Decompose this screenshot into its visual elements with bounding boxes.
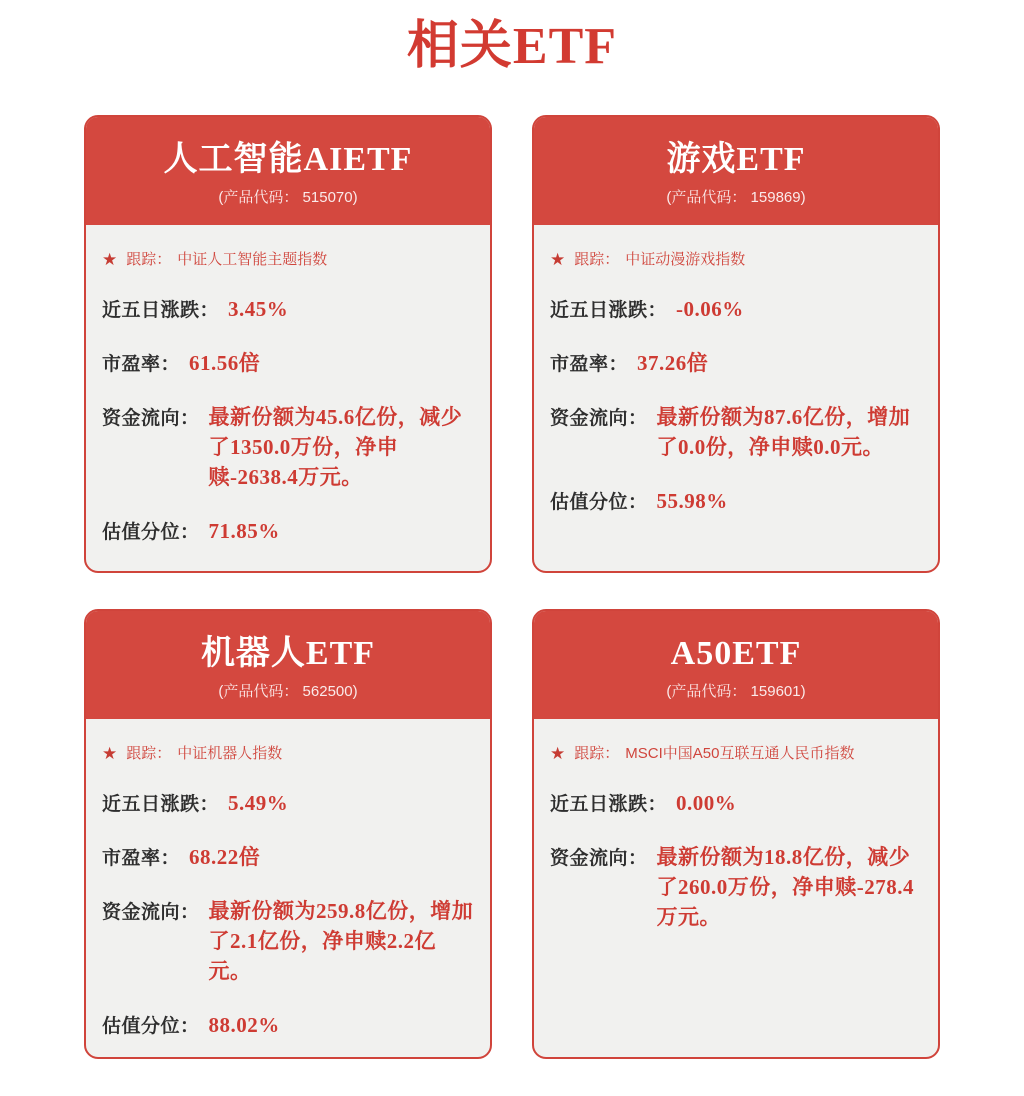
pe-ratio-row xyxy=(102,348,474,378)
tracking-label: 跟踪： xyxy=(574,251,620,268)
change-5d-label: 近五日涨跌： xyxy=(550,794,668,815)
etf-card-a50 xyxy=(532,609,940,1059)
fund-flow-label: 资金流向： xyxy=(550,408,648,429)
change-5d-row xyxy=(102,294,474,324)
fund-flow-label: 资金流向： xyxy=(102,408,200,429)
card-header xyxy=(534,117,938,225)
change-5d-value: 3.45% xyxy=(228,297,289,321)
card-header xyxy=(86,611,490,719)
card-body xyxy=(86,719,490,1040)
etf-product-code: (产品代码： 515070) xyxy=(218,189,358,206)
etf-card-robot xyxy=(84,609,492,1059)
tracking-label: 跟踪： xyxy=(126,745,172,762)
change-5d-value: 0.00% xyxy=(676,791,737,815)
tracking-row xyxy=(550,250,922,270)
star-icon: ★ xyxy=(550,250,566,269)
etf-name: 人工智能AIETF xyxy=(163,141,413,178)
star-icon: ★ xyxy=(550,744,566,763)
card-header xyxy=(534,611,938,719)
fund-flow-value: 最新份额为87.6亿份，增加了0.0份，净申赎0.0元。 xyxy=(656,405,911,459)
change-5d-row xyxy=(550,788,922,818)
change-5d-value: 5.49% xyxy=(228,791,289,815)
change-5d-row xyxy=(102,788,474,818)
pe-ratio-label: 市盈率： xyxy=(102,848,181,869)
fund-flow-value: 最新份额为18.8亿份，减少了260.0万份，净申赎-278.4万元。 xyxy=(656,845,915,929)
valuation-label: 估值分位： xyxy=(550,492,648,513)
pe-ratio-value: 61.56倍 xyxy=(189,351,261,375)
change-5d-value: -0.06% xyxy=(676,297,744,321)
valuation-row xyxy=(550,486,922,516)
fund-flow-row xyxy=(102,896,474,986)
fund-flow-label: 资金流向： xyxy=(550,848,648,869)
tracking-label: 跟踪： xyxy=(126,251,172,268)
etf-cards-grid xyxy=(0,115,1024,1059)
fund-flow-value: 最新份额为45.6亿份，减少了1350.0万份，净申赎-2638.4万元。 xyxy=(208,405,463,489)
fund-flow-row xyxy=(550,842,922,932)
card-body xyxy=(86,225,490,546)
valuation-row xyxy=(102,516,474,546)
etf-product-code: (产品代码： 159869) xyxy=(666,189,806,206)
pe-ratio-row xyxy=(102,842,474,872)
valuation-row xyxy=(102,1010,474,1040)
fund-flow-label: 资金流向： xyxy=(102,902,200,923)
tracking-index: 中证人工智能主题指数 xyxy=(177,251,328,268)
valuation-value: 55.98% xyxy=(656,489,728,513)
pe-ratio-label: 市盈率： xyxy=(550,354,629,375)
card-body xyxy=(534,719,938,932)
pe-ratio-value: 37.26倍 xyxy=(637,351,709,375)
fund-flow-row xyxy=(102,402,474,492)
tracking-row xyxy=(102,744,474,764)
card-header xyxy=(86,117,490,225)
etf-product-code: (产品代码： 562500) xyxy=(218,683,358,700)
fund-flow-row xyxy=(550,402,922,462)
etf-name: A50ETF xyxy=(670,635,802,672)
change-5d-label: 近五日涨跌： xyxy=(102,794,220,815)
etf-name: 游戏ETF xyxy=(666,141,806,178)
tracking-index: 中证机器人指数 xyxy=(177,745,283,762)
pe-ratio-row xyxy=(550,348,922,378)
change-5d-label: 近五日涨跌： xyxy=(102,300,220,321)
etf-name: 机器人ETF xyxy=(200,635,376,672)
tracking-row xyxy=(550,744,922,764)
fund-flow-value: 最新份额为259.8亿份，增加了2.1亿份，净申赎2.2亿元。 xyxy=(208,899,474,983)
etf-card-ai xyxy=(84,115,492,573)
pe-ratio-label: 市盈率： xyxy=(102,354,181,375)
change-5d-row xyxy=(550,294,922,324)
tracking-index: 中证动漫游戏指数 xyxy=(625,251,746,268)
tracking-row xyxy=(102,250,474,270)
etf-card-game xyxy=(532,115,940,573)
tracking-index: MSCI中国A50互联互通人民币指数 xyxy=(625,745,855,762)
tracking-label: 跟踪： xyxy=(574,745,620,762)
valuation-label: 估值分位： xyxy=(102,1016,200,1037)
etf-product-code: (产品代码： 159601) xyxy=(666,683,806,700)
star-icon: ★ xyxy=(102,744,118,763)
valuation-label: 估值分位： xyxy=(102,522,200,543)
pe-ratio-value: 68.22倍 xyxy=(189,845,261,869)
card-body xyxy=(534,225,938,516)
valuation-value: 88.02% xyxy=(208,1013,280,1037)
page-title: 相关ETF xyxy=(406,18,618,75)
change-5d-label: 近五日涨跌： xyxy=(550,300,668,321)
valuation-value: 71.85% xyxy=(208,519,280,543)
star-icon: ★ xyxy=(102,250,118,269)
